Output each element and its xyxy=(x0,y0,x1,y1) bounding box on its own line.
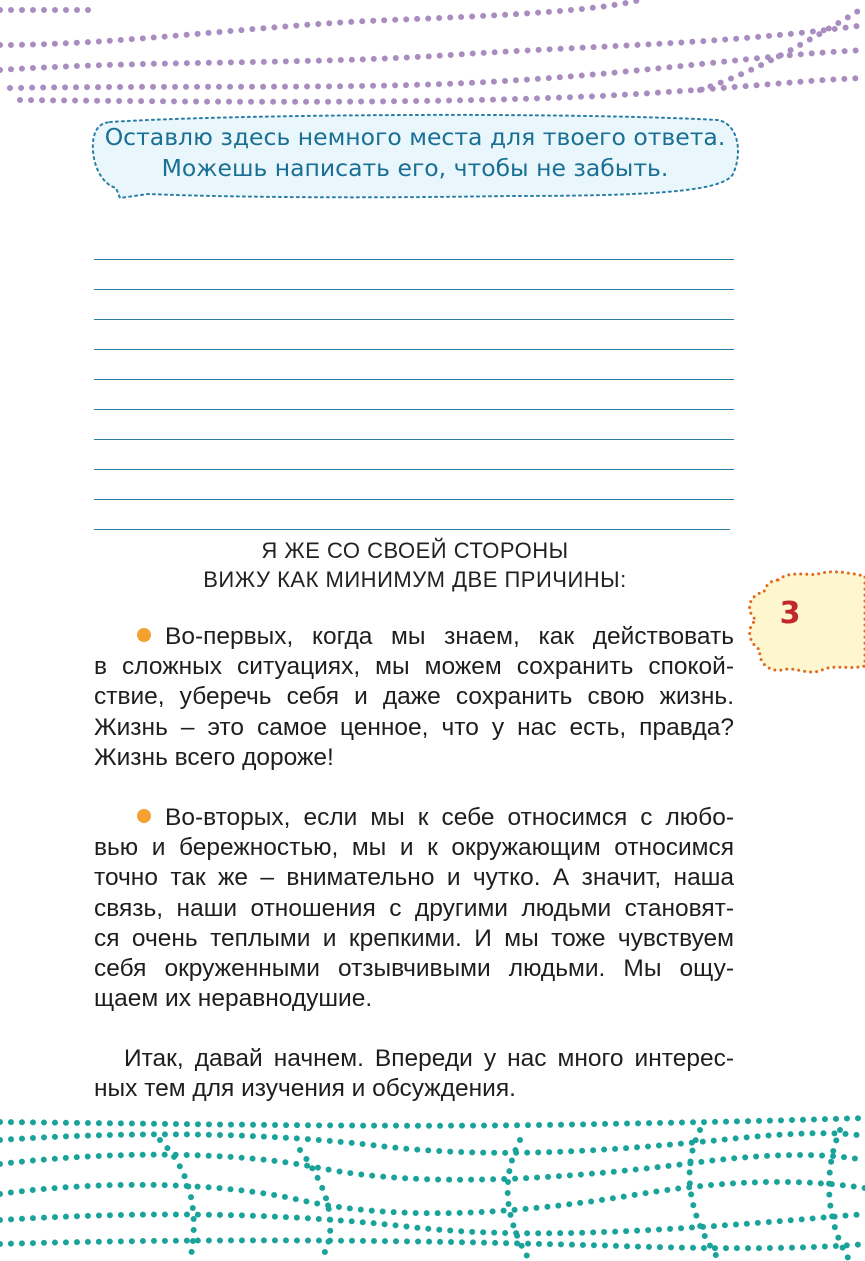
section-heading xyxy=(90,536,740,594)
paragraph-line: ных тем для изучения и обсуждения. xyxy=(94,1075,516,1103)
answer-line[interactable] xyxy=(94,500,730,530)
paragraph-line: себя окруженными отзывчивыми людьми. Мы ощу- xyxy=(94,955,734,983)
reason-paragraph-2 xyxy=(94,803,734,1014)
paragraph-line: Во-первых, когда мы знаем, как действовать xyxy=(94,622,734,652)
bubble-text xyxy=(88,122,742,184)
page-number: 3 xyxy=(779,596,801,631)
bullet-icon xyxy=(137,809,151,823)
reason-paragraph-1 xyxy=(94,622,734,773)
paragraph-line: Жизнь всего дороже! xyxy=(94,743,334,771)
paragraph-line: Во-вторых, если мы к себе относимся с любо- xyxy=(94,803,734,833)
paragraph-line: точно так же – внимательно и чутко. А значит, наша xyxy=(94,864,734,892)
paragraph-line: связь, наши отношения с другими людьми становят- xyxy=(94,894,734,922)
paragraph-line: Итак, давай начнем. Впереди у нас много интерес- xyxy=(124,1045,734,1072)
bottom-dotted-waves-decoration xyxy=(0,1110,865,1261)
closing-paragraph xyxy=(94,1044,734,1104)
paragraph-line: ся очень теплыми и крепкими. И мы тоже чувствуем xyxy=(94,924,734,952)
answer-writing-lines[interactable] xyxy=(94,230,734,530)
bullet-icon xyxy=(137,628,151,642)
answer-line[interactable] xyxy=(94,410,734,440)
paragraph-line: вью и бережностью, мы и к окружающим относимся xyxy=(94,834,734,862)
answer-line[interactable] xyxy=(94,320,734,350)
bubble-text-line-1: Оставлю здесь немного места для твоего ответа. xyxy=(104,123,726,151)
heading-line-1: Я ЖЕ СО СВОЕЙ СТОРОНЫ xyxy=(261,538,569,563)
heading-line-2: ВИЖУ КАК МИНИМУМ ДВЕ ПРИЧИНЫ: xyxy=(203,567,627,592)
paragraph-line: в сложных ситуациях, мы можем сохранить спокой- xyxy=(94,653,734,681)
paragraph-line: Жизнь – это самое ценное, что у нас есть, правда? xyxy=(94,713,734,741)
answer-line[interactable] xyxy=(94,230,734,260)
paragraph-line: щаем их неравнодушие. xyxy=(94,985,373,1013)
answer-line[interactable] xyxy=(94,350,734,380)
top-dotted-waves-decoration xyxy=(0,0,865,110)
answer-line[interactable] xyxy=(94,260,734,290)
answer-line[interactable] xyxy=(94,290,734,320)
bubble-text-line-2: Можешь написать его, чтобы не забыть. xyxy=(161,154,669,182)
answer-line[interactable] xyxy=(94,380,734,410)
answer-line[interactable] xyxy=(94,470,734,500)
paragraph-line: ствие, уберечь себя и даже сохранить свою жизнь. xyxy=(94,683,734,711)
answer-line[interactable] xyxy=(94,440,734,470)
